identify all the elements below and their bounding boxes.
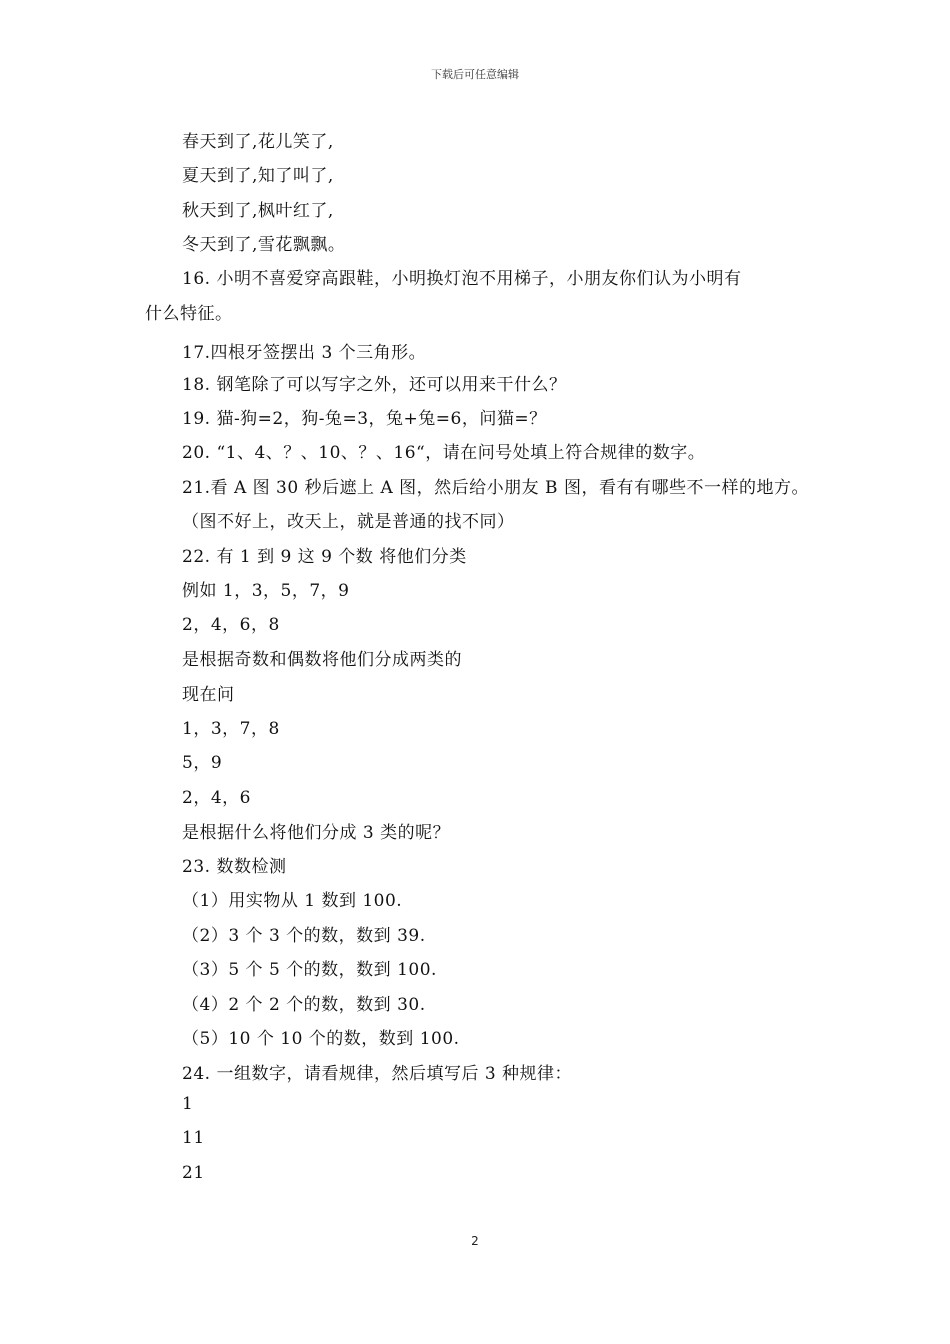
text-line: 夏天到了,知了叫了, <box>182 166 334 186</box>
question-21-note: （图不好上，改天上，就是普通的找不同） <box>182 512 515 532</box>
question-17: 17.四根牙签摆出 3 个三角形。 <box>182 343 427 363</box>
question-16-continued: 什么特征。 <box>145 304 233 324</box>
page-header: 下载后可任意编辑 <box>431 68 519 81</box>
text-line: 2，4，6 <box>182 788 251 808</box>
question-18: 18. 钢笔除了可以写字之外，还可以用来干什么？ <box>182 375 567 395</box>
list-item: （5）10 个 10 个的数，数到 100. <box>182 1029 460 1049</box>
text-line: 例如 1，3，5，7，9 <box>182 581 350 601</box>
text-line: 春天到了,花儿笑了, <box>182 132 334 152</box>
question-23: 23. 数数检测 <box>182 857 287 877</box>
text-line: 冬天到了,雪花飘飘。 <box>182 235 346 255</box>
text-line: 秋天到了,枫叶红了, <box>182 201 334 221</box>
text-line: 现在问 <box>182 685 235 705</box>
question-24: 24. 一组数字，请看规律，然后填写后 3 种规律： <box>182 1064 573 1084</box>
text-line: 5，9 <box>182 753 223 773</box>
page-number: 2 <box>471 1234 479 1248</box>
list-item: （2）3 个 3 个的数，数到 39. <box>182 926 426 946</box>
text-line: 是根据奇数和偶数将他们分成两类的 <box>182 650 462 670</box>
question-19: 19. 猫-狗=2，狗-兔=3，兔+兔=6，问猫=？ <box>182 409 547 429</box>
text-line: 1，3，7，8 <box>182 719 280 739</box>
text-line: 2，4，6，8 <box>182 615 280 635</box>
question-21: 21.看 A 图 30 秒后遮上 A 图，然后给小朋友 B 图，看有有哪些不一样的地方。 <box>182 478 809 498</box>
question-16: 16. 小明不喜爱穿高跟鞋，小明换灯泡不用梯子，小朋友你们认为小明有 <box>182 269 742 289</box>
list-item: （1）用实物从 1 数到 100. <box>182 891 403 911</box>
text-line: 11 <box>182 1128 205 1148</box>
text-line: 21 <box>182 1163 205 1183</box>
list-item: （4）2 个 2 个的数，数到 30. <box>182 995 426 1015</box>
question-20: 20. “1、4、？、10、？、16“，请在问号处填上符合规律的数字。 <box>182 443 706 463</box>
text-line: 1 <box>182 1094 194 1114</box>
question-22: 22. 有 1 到 9 这 9 个数 将他们分类 <box>182 547 467 567</box>
text-line: 是根据什么将他们分成 3 类的呢？ <box>182 823 451 843</box>
list-item: （3）5 个 5 个的数，数到 100. <box>182 960 437 980</box>
